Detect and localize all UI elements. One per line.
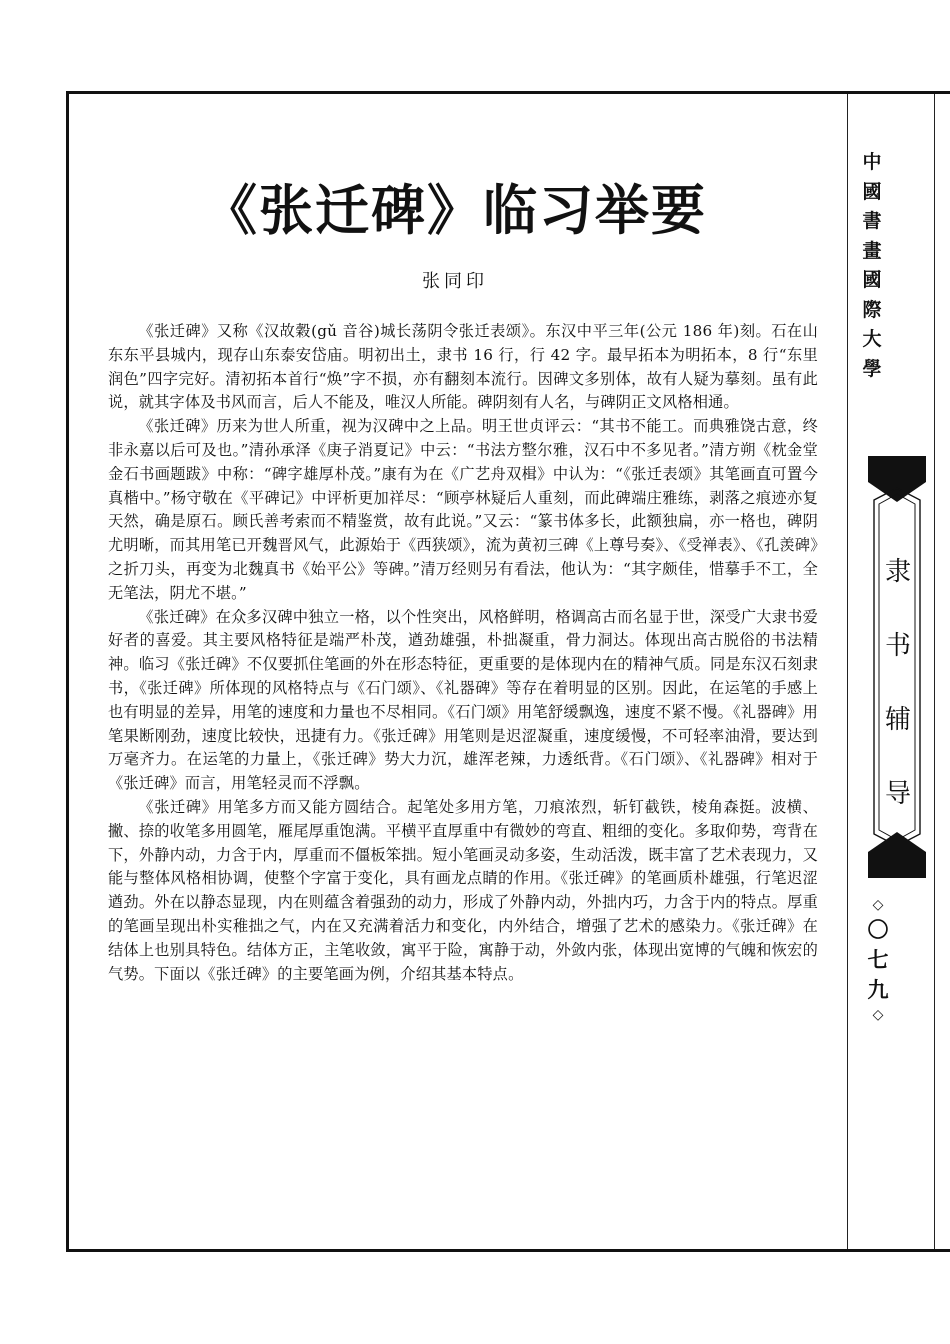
- section-char: 书: [884, 631, 911, 661]
- section-char: 辅: [884, 705, 911, 735]
- frame-top-rule: [66, 91, 950, 94]
- journal-char: 際: [862, 298, 882, 321]
- frame-left-rule: [66, 91, 69, 1252]
- frame-bottom-rule: [66, 1249, 950, 1252]
- page-digit: 七: [867, 948, 889, 972]
- journal-char: 書: [862, 210, 882, 232]
- article-title: 《张迁碑》临习举要: [203, 179, 707, 242]
- section-char: 导: [884, 779, 911, 809]
- journal-char: 國: [862, 180, 882, 203]
- paragraph-3: 《张迁碑》在众多汉碑中独立一格，以个性突出，风格鲜明，格调高古而名显于世，深受广大隶书爱好者的喜爱。其主要风格特征是端严朴茂，遒劲雄强，朴拙凝重，骨力洞达。体现出高古脱俗的书法精神。临习《张迁碑》不仅要抓住笔画的外在形态特征，更重要的是体现内在的精神气质。同是东汉石刻隶书，《张迁碑》所体现的风格特点与《石门颂》、《礼器碑》等存在着明显的区别。因此，在运笔的手感上也有明显的差异，用笔的速度和力量也不尽相同。《石门颂》用笔舒缓飘逸，速度不紧不慢。《礼器碑》用笔果断刚劲，速度比较快，迅捷有力。《张迁碑》用笔则是迟涩凝重，速度缓慢，不可轻率油滑，要达到万毫齐力。在运笔的力量上，《张迁碑》势大力沉，雄浑老辣，力透纸背。《石门颂》、《礼器碑》相对于《张迁碑》而言，用笔轻灵而不浮飘。: [108, 607, 818, 793]
- article-body: [108, 320, 818, 986]
- journal-char: 大: [862, 328, 882, 350]
- paragraph-1: 《张迁碑》又称《汉故穀(gǔ 音谷)城长荡阴令张迁表颂》。东汉中平三年(公元 186 年)刻。石在山东东平县城内，现存山东泰安岱庙。明初出土，隶书 16 行，行 42 字。最早拓本为明拓本，8 行“东里润色”四字完好。清初拓本首行“焕”字不损，亦有翻刻本流行。因碑文多别体，故有人疑为摹刻。虽有此说，就其字体及书风而言，后人不能及，唯汉人所能。碑阴刻有人名，与碑阴正文风格相通。: [108, 322, 818, 412]
- article-author: 张同印: [422, 271, 488, 292]
- journal-char: 國: [862, 269, 882, 291]
- sidebar-outer-rule: [934, 94, 935, 1249]
- page-digit: 九: [867, 978, 889, 1002]
- page-number: [858, 895, 898, 1025]
- sidebar-inner-rule: [847, 94, 848, 1249]
- journal-char: 畫: [862, 239, 882, 262]
- page-digit: 〇: [867, 918, 889, 942]
- diamond-icon: ◇: [872, 897, 884, 913]
- paragraph-4: 《张迁碑》用笔多方而又能方圆结合。起笔处多用方笔，刀痕浓烈，斩钉截铁，棱角森挺。波横、撇、捺的收笔多用圆笔，雁尾厚重饱满。平横平直厚重中有微妙的弯直、粗细的变化。多取仰势，弯背在下，外静内动，力含于内，厚重而不僵板笨拙。短小笔画灵动多姿，生动活泼，既丰富了艺术表现力，又能与整体风格相协调，使整个字富于变化，具有画龙点睛的作用。《张迁碑》的笔画质朴雄强，行笔迟涩遒劲。外在以静态显现，内在则蕴含着强劲的动力，形成了外静内动，外拙内巧，力含于内的特点。厚重的笔画呈现出朴实稚拙之气，内在又充满着活力和变化，内外结合，增强了艺术的感染力。《张迁碑》在结体上也别具特色。结体方正，主笔收敛，寓平于险，寓静于动，外敛内张，体现出宽博的气魄和恢宏的气势。下面以《张迁碑》的主要笔画为例，介绍其基本特点。: [108, 797, 818, 983]
- journal-name: [857, 148, 887, 384]
- paragraph-2: 《张迁碑》历来为世人所重，视为汉碑中之上品。明王世贞评云：“其书不能工。而典雅饶古意，终非永嘉以后可及也。”清孙承泽《庚子消夏记》中云：“书法方整尔雅，汉石中不多见者。”清方朔《枕金堂金石书画题跋》中称：“碑字雄厚朴茂。”康有为在《广艺舟双楫》中认为：“《张迁表颂》其笔画直可置今真楷中。”杨守敬在《平碑记》中评析更加祥尽：“顾亭林疑后人重刻，而此碑端庄雅练，剥落之痕迹亦复天然，确是原石。顾氏善考索而不精鉴赏，故有此说。”又云：“篆书体多长，此额独扁，亦一格也，碑阴尤明晰，而其用笔已开魏晋风气，此源始于《西狭颂》，流为黄初三碑《上尊号奏》、《受禅表》、《孔羡碑》之折刀头，再变为北魏真书《始平公》等碑。”清万经则另有看法，他认为：“其字颇佳，惜摹手不工，全无笔法，阴尤不堪。”: [108, 417, 818, 602]
- section-label: [872, 535, 924, 831]
- journal-char: 學: [862, 357, 882, 380]
- diamond-icon: ◇: [872, 1007, 884, 1023]
- journal-char: 中: [862, 151, 882, 173]
- section-char: 隶: [884, 557, 911, 587]
